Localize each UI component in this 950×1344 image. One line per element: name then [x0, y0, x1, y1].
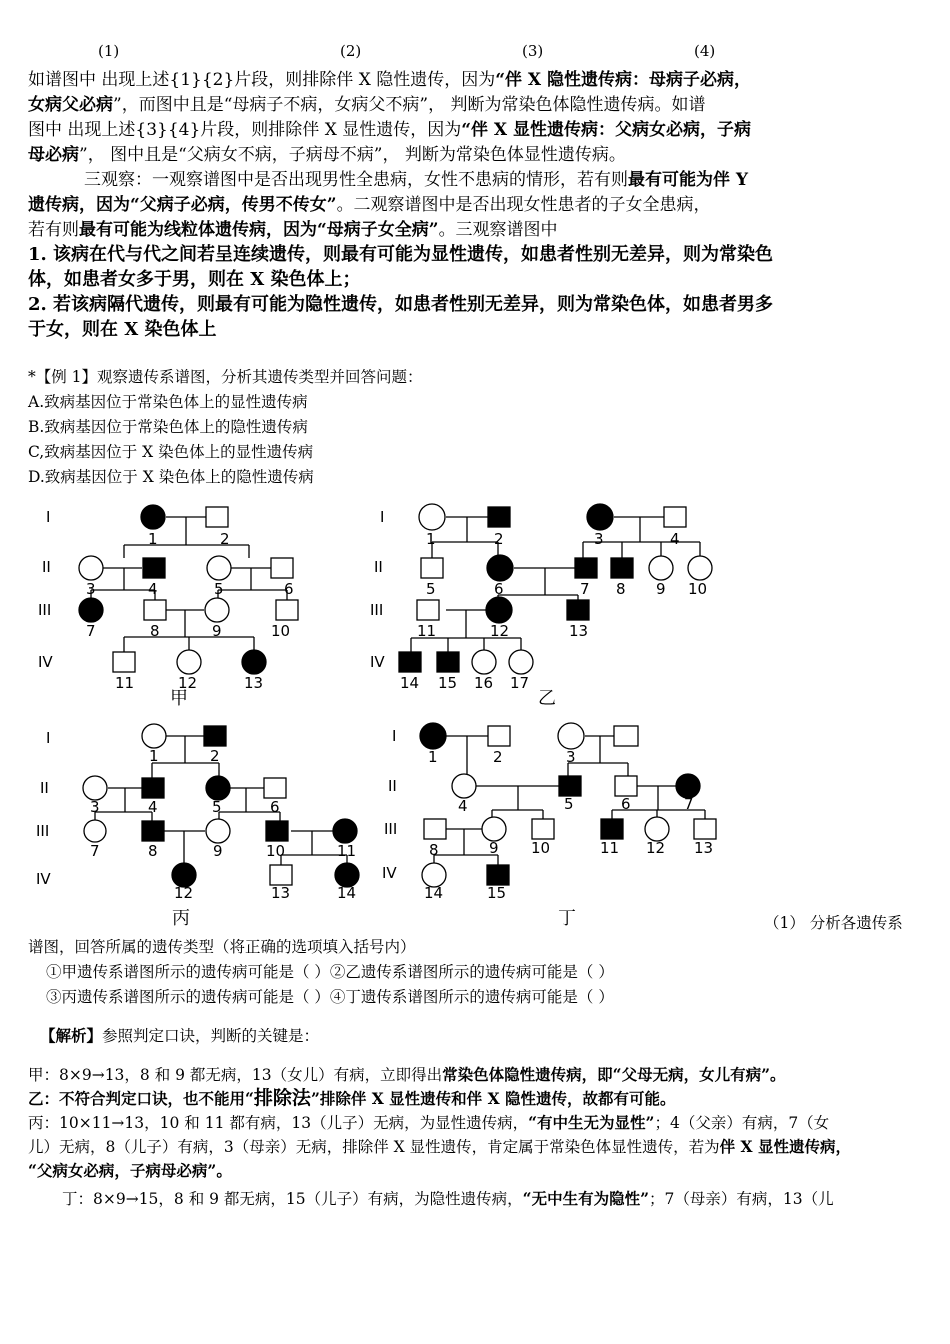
- question-line3: ①甲遗传系谱图所示的遗传病可能是（ ）②乙遗传系谱图所示的遗传病可能是（ ）: [46, 963, 614, 981]
- pedigree-number-10: 10: [688, 580, 708, 598]
- ding-III-12-female: [645, 817, 669, 841]
- pedigree-number-6: 6: [270, 798, 280, 816]
- pedigree-number-1: 1: [426, 530, 436, 548]
- pedigree-number-8: 8: [616, 580, 626, 598]
- bing-I-2-affected-male: [204, 726, 226, 746]
- para1-line3: 图中 出现上述{3}{4}片段，则排除伴 X 显性遗传，因为“伴 X 显性遗传病：父病女必病，子病: [28, 120, 752, 140]
- yi-I-4-male: [664, 507, 686, 527]
- pedigree-number-6: 6: [621, 795, 631, 813]
- ding-II-4-female: [452, 774, 476, 798]
- question-line2: 谱图，回答所属的遗传类型（将正确的选项填入括号内）: [28, 938, 416, 956]
- jia-II-4-affected-male: [143, 558, 165, 578]
- pedigree-number-2: 2: [210, 747, 220, 765]
- yi-gen-IV: IV: [370, 653, 385, 671]
- pedigree-number-14: 14: [400, 674, 420, 692]
- yi-II-9-female: [649, 556, 673, 580]
- example-title: *【例 1】观察遗传系谱图，分析其遗传类型并回答问题：: [28, 368, 423, 386]
- pedigree-number-14: 14: [424, 884, 444, 902]
- yi-gen-II: II: [374, 558, 383, 576]
- ding-II-5-affected-male: [559, 776, 581, 796]
- jia-I-1-affected-female: [141, 505, 165, 529]
- jia-II-5-female: [207, 556, 231, 580]
- ding-III-9-female: [482, 817, 506, 841]
- jia-gen-IV: IV: [38, 653, 53, 671]
- pedigree-number-12: 12: [178, 674, 198, 692]
- option-c: C,致病基因位于 X 染色体上的显性遗传病: [28, 443, 314, 461]
- yi-I-3-affected-female: [587, 504, 613, 530]
- pedigree-number-3: 3: [594, 530, 604, 548]
- pedigree-number-3: 3: [86, 580, 96, 598]
- yi-II-6-affected-female: [487, 555, 513, 581]
- caption-bing: 丙: [172, 908, 190, 929]
- ding-II-6-male: [615, 776, 637, 796]
- question-line1: （1） 分析各遗传系: [764, 914, 903, 932]
- pedigree-number-11: 11: [337, 842, 357, 860]
- pedigree-number-13: 13: [244, 674, 264, 692]
- bing-III-8-affected-male: [142, 821, 164, 841]
- para2-line1: 三观察：一观察谱图中是否出现男性全患病，女性不患病的情形，若有则最有可能为伴 Y: [84, 170, 749, 190]
- jia-gen-I: I: [46, 508, 51, 526]
- option-a: A.致病基因位于常染色体上的显性遗传病: [28, 393, 308, 411]
- jia-III-8-male: [144, 600, 166, 620]
- rule1-line2: 体，如患者女多于男，则在 X 染色体上；: [28, 269, 361, 290]
- pedigree-number-5: 5: [214, 580, 224, 598]
- yi-III-13-affected-male: [567, 600, 589, 620]
- para1-line4: 母必病”， 图中且是“父病女不病，子病母不病”， 判断为常染色体显性遗传病。: [28, 145, 626, 165]
- option-b: B.致病基因位于常染色体上的隐性遗传病: [28, 418, 308, 436]
- ding-gen-II: II: [388, 777, 397, 795]
- fragment-label-3: (3): [522, 42, 544, 60]
- pedigree-number-5: 5: [426, 580, 436, 598]
- yi-IV-15-affected-male: [437, 652, 459, 672]
- para1-line1: 如谱图中 出现上述{1}{2}片段，则排除伴 X 隐性遗传，因为“伴 X 隐性遗传病：母病子必病，: [28, 70, 752, 90]
- bing-III-9-female: [206, 819, 230, 843]
- pedigree-number-5: 5: [564, 795, 574, 813]
- caption-ding: 丁: [558, 908, 576, 929]
- ding-III-8-male: [424, 819, 446, 839]
- rule2-line1: 2. 若该病隔代遗传，则最有可能为隐性遗传，如患者性别无差异，则为常染色体，如患者男多: [28, 294, 774, 315]
- pedigree-number-17: 17: [510, 674, 530, 692]
- ding-I-1-affected-female: [420, 723, 446, 749]
- jia-gen-II: II: [42, 558, 51, 576]
- para2-line2: 遗传病，因为“父病子必病，传男不传女”。二观察谱图中是否出现女性患者的子女全患病，: [28, 195, 711, 215]
- bing-I-1-female: [142, 724, 166, 748]
- bing-II-3-female: [83, 776, 107, 800]
- fragment-label-4: (4): [694, 42, 716, 60]
- yi-II-7-affected-male: [575, 558, 597, 578]
- jia-IV-12-female: [177, 650, 201, 674]
- bing-IV-13-male: [270, 865, 292, 885]
- yi-IV-14-affected-male: [399, 652, 421, 672]
- pedigree-number-1: 1: [428, 748, 438, 766]
- ding-I-2-male: [488, 726, 510, 746]
- pedigree-number-6: 6: [494, 580, 504, 598]
- yi-II-8-affected-male: [611, 558, 633, 578]
- bing-gen-III: III: [36, 822, 50, 840]
- pedigree-number-10: 10: [531, 839, 551, 857]
- pedigree-number-3: 3: [90, 798, 100, 816]
- analysis-heading: 【解析】参照判定口诀，判断的关键是：: [40, 1026, 320, 1045]
- bing-II-5-affected-female: [206, 776, 230, 800]
- ding-gen-III: III: [384, 820, 398, 838]
- ding-I-3-female: [558, 723, 584, 749]
- analysis-bing-line2: 儿）无病，8（儿子）有病，3（母亲）无病，排除伴 X 显性遗传，肯定属于常染色体显性遗传，若为伴 X 显性遗传病，: [28, 1137, 851, 1156]
- bing-III-10-affected-male: [266, 821, 288, 841]
- jia-IV-11-male: [113, 652, 135, 672]
- pedigree-number-14: 14: [337, 884, 357, 902]
- pedigree-number-9: 9: [489, 839, 499, 857]
- ding-gen-IV: IV: [382, 864, 397, 882]
- pedigree-number-13: 13: [694, 839, 714, 857]
- pedigree-number-7: 7: [86, 622, 96, 640]
- pedigree-number-4: 4: [148, 798, 158, 816]
- pedigree-number-8: 8: [148, 842, 158, 860]
- bing-gen-I: I: [46, 729, 51, 747]
- rule1-line1: 1. 该病在代与代之间若呈连续遗传，则最有可能为显性遗传，如患者性别无差异，则为常染色: [28, 244, 774, 265]
- pedigree-number-9: 9: [213, 842, 223, 860]
- bing-III-11-affected-female: [333, 819, 357, 843]
- yi-gen-I: I: [380, 508, 385, 526]
- ding-III-10-male: [532, 819, 554, 839]
- bing-gen-II: II: [40, 779, 49, 797]
- pedigree-number-8: 8: [150, 622, 160, 640]
- analysis-yi: 乙：不符合判定口诀，也不能用“排除法”排除伴 X 显性遗传和伴 X 隐性遗传，故都有可能。: [28, 1087, 676, 1109]
- jia-II-6-male: [271, 558, 293, 578]
- pedigree-number-6: 6: [284, 580, 294, 598]
- analysis-bing-line1: 丙：10×11→13，10 和 11 都有病，13（儿子）无病，为显性遗传病，“有中生无为显性”；4（父亲）有病，7（女: [28, 1113, 830, 1132]
- bing-II-4-affected-male: [142, 778, 164, 798]
- para1-line2: 女病父必病”，而图中且是“母病子不病，女病父不病”， 判断为常染色体隐性遗传病。如谱: [28, 95, 706, 115]
- yi-III-12-affected-female: [486, 597, 512, 623]
- jia-III-9-female: [205, 598, 229, 622]
- pedigree-number-12: 12: [174, 884, 194, 902]
- caption-jia: 甲: [170, 688, 188, 709]
- bing-gen-IV: IV: [36, 870, 51, 888]
- analysis-bing-line3: “父病女必病，子病母必病”。: [28, 1161, 232, 1180]
- pedigree-number-10: 10: [266, 842, 286, 860]
- pedigree-number-5: 5: [212, 798, 222, 816]
- ding-III-13-male: [694, 819, 716, 839]
- pedigree-number-12: 12: [490, 622, 510, 640]
- caption-yi: 乙: [538, 688, 556, 709]
- pedigree-number-2: 2: [493, 748, 503, 766]
- jia-II-3-female: [79, 556, 103, 580]
- pedigree-number-16: 16: [474, 674, 494, 692]
- pedigree-number-4: 4: [458, 797, 468, 815]
- yi-II-5-male: [421, 558, 443, 578]
- pedigree-number-13: 13: [271, 884, 291, 902]
- pedigree-number-7: 7: [684, 795, 694, 813]
- question-line4: ③丙遗传系谱图所示的遗传病可能是（ ）④丁遗传系谱图所示的遗传病可能是（ ）: [46, 988, 614, 1006]
- pedigree-number-1: 1: [148, 530, 158, 548]
- pedigree-number-4: 4: [670, 530, 680, 548]
- ding-IV-15-affected-male: [487, 865, 509, 885]
- pedigree-number-4: 4: [148, 580, 158, 598]
- option-d: D.致病基因位于 X 染色体上的隐性遗传病: [28, 468, 314, 486]
- pedigree-number-2: 2: [494, 530, 504, 548]
- bing-III-7-female: [84, 820, 106, 842]
- pedigree-number-2: 2: [220, 530, 230, 548]
- ding-III-11-affected-male: [601, 819, 623, 839]
- pedigree-number-13: 13: [569, 622, 589, 640]
- pedigree-number-11: 11: [600, 839, 620, 857]
- pedigree-number-9: 9: [656, 580, 666, 598]
- yi-gen-III: III: [370, 601, 384, 619]
- rule2-line2: 于女，则在 X 染色体上: [28, 319, 217, 340]
- jia-III-10-male: [276, 600, 298, 620]
- pedigree-number-3: 3: [566, 748, 576, 766]
- fragment-label-1: (1): [98, 42, 120, 60]
- pedigree-number-11: 11: [115, 674, 135, 692]
- pedigree-number-11: 11: [417, 622, 437, 640]
- analysis-ding: 丁：8×9→15，8 和 9 都无病，15（儿子）有病，为隐性遗传病，“无中生有为隐性”；7（母亲）有病，13（儿: [62, 1189, 834, 1208]
- jia-III-7-affected-female: [79, 598, 103, 622]
- jia-I-2-male: [206, 507, 228, 527]
- pedigree-number-15: 15: [487, 884, 507, 902]
- pedigree-number-10: 10: [271, 622, 291, 640]
- yi-IV-16-female: [472, 650, 496, 674]
- fragment-label-2: (2): [340, 42, 362, 60]
- analysis-jia: 甲：8×9→13，8 和 9 都无病，13（女儿）有病，立即得出常染色体隐性遗传病，即“父母无病，女儿有病”。: [28, 1065, 786, 1084]
- ding-gen-I: I: [392, 727, 397, 745]
- pedigree-number-7: 7: [90, 842, 100, 860]
- bing-II-6-male: [264, 778, 286, 798]
- para2-line3: 若有则最有可能为线粒体遗传病，因为“母病子女全病”。三观察谱图中: [28, 220, 558, 240]
- jia-gen-III: III: [38, 601, 52, 619]
- pedigree-number-12: 12: [646, 839, 666, 857]
- pedigree-number-9: 9: [212, 622, 222, 640]
- yi-IV-17-female: [509, 650, 533, 674]
- pedigree-number-1: 1: [149, 747, 159, 765]
- yi-I-1-female: [419, 504, 445, 530]
- yi-I-2-affected-male: [488, 507, 510, 527]
- pedigree-number-15: 15: [438, 674, 458, 692]
- yi-III-11-male: [417, 600, 439, 620]
- pedigree-number-8: 8: [429, 841, 439, 859]
- yi-II-10-female: [688, 556, 712, 580]
- pedigree-number-7: 7: [580, 580, 590, 598]
- jia-IV-13-affected-female: [242, 650, 266, 674]
- ding-I-unnumbered-male: [614, 726, 638, 746]
